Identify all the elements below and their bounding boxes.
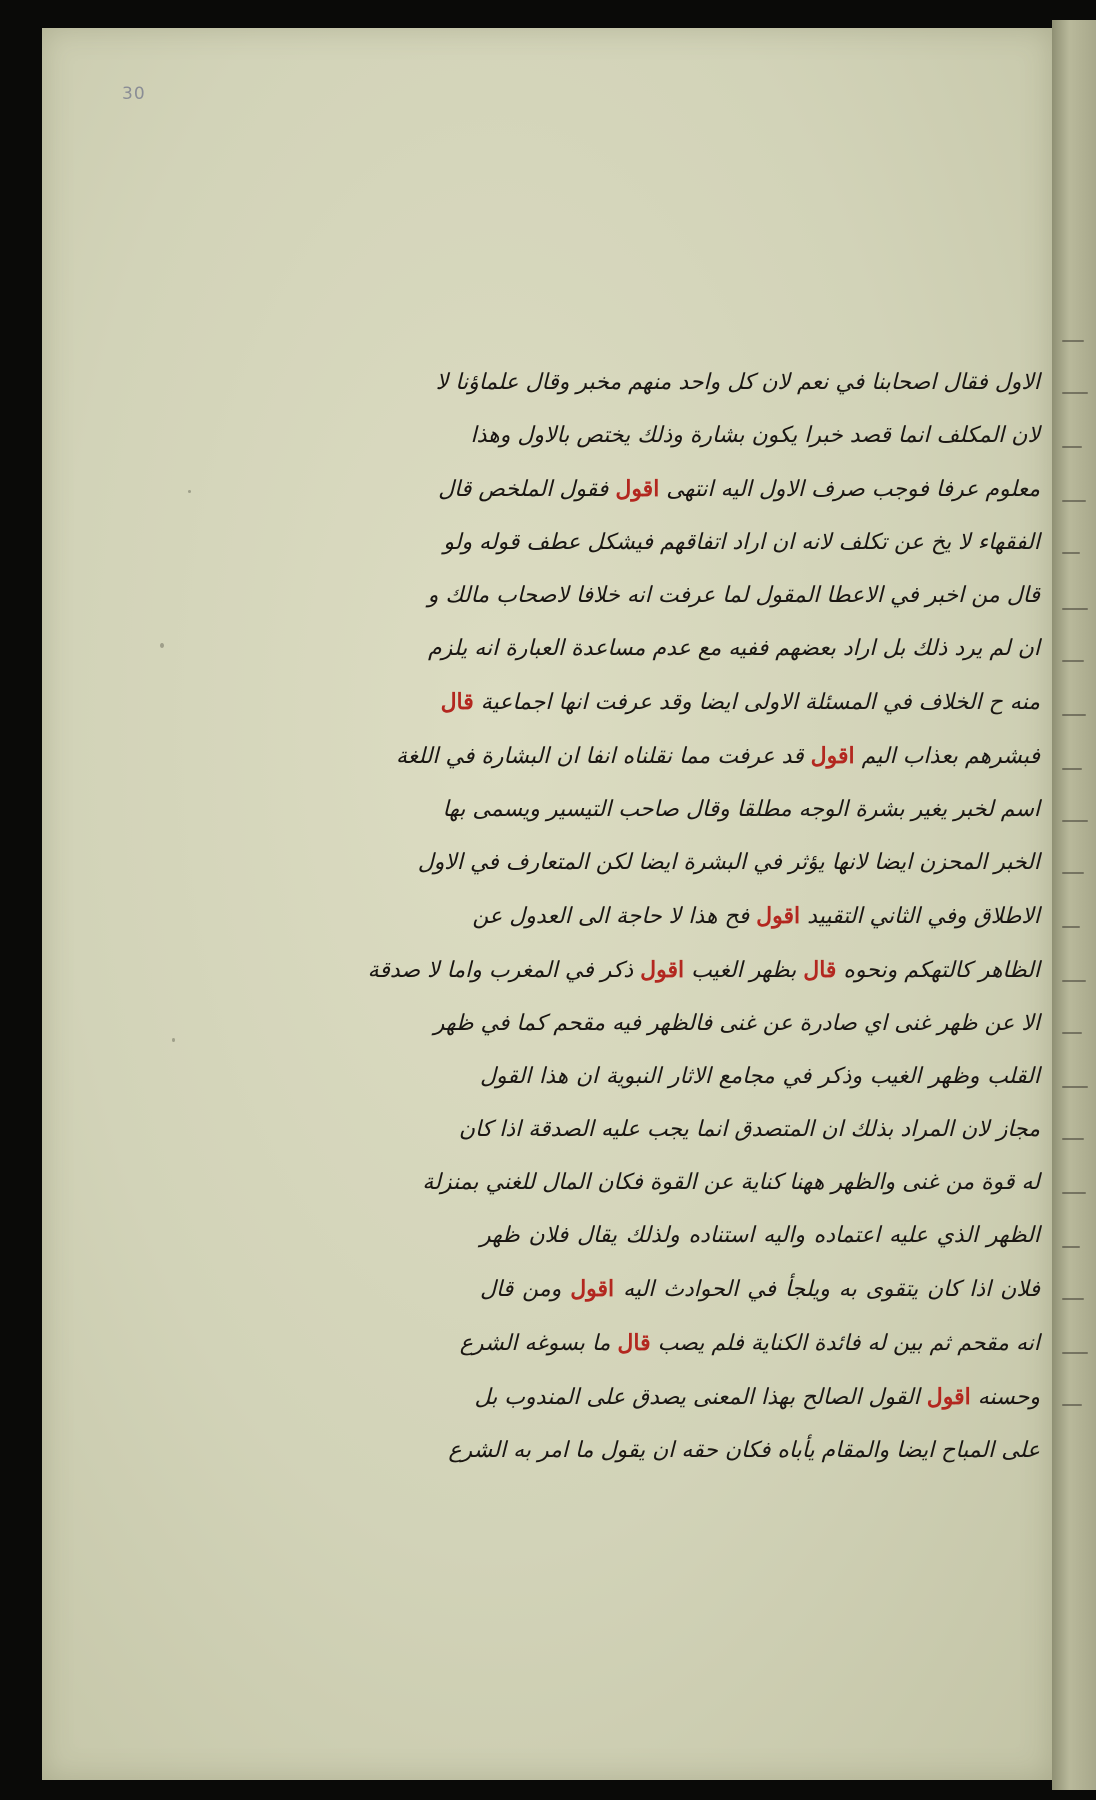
manuscript-text-block: [367, 370, 1041, 1463]
text-segment: قد عرفت مما نقلناه انفا ان البشارة في اللغة: [396, 744, 811, 769]
text-segment: بظهر الغيب: [684, 958, 804, 983]
text-segment: القلب وظهر الغيب وذكر في مجامع الاثار النبوية ان هذا القول: [480, 1064, 1040, 1089]
paper-speck: [172, 1038, 175, 1042]
text-line: [459, 1330, 1040, 1356]
text-segment: الا عن ظهر غنى اي صادرة عن غنى فالظهر فيه مقحم كما في ظهر: [433, 1011, 1040, 1036]
text-line: [480, 1278, 1040, 1301]
text-segment: لان المكلف انما قصد خبرا يكون بشارة وذلك يختص بالاول وهذا: [470, 423, 1040, 448]
rubric-word: اقول: [756, 903, 801, 929]
text-line: [448, 1438, 1040, 1463]
text-segment: فبشرهم بعذاب اليم: [854, 744, 1040, 769]
text-segment: اسم لخبر يغير بشرة الوجه مطلقا وقال صاحب التيسير ويسمى بها: [442, 797, 1040, 822]
text-segment: فح هذا لا حاجة الى العدول عن: [472, 904, 757, 929]
text-segment: فقول الملخص قال: [438, 477, 616, 502]
text-line: [474, 1384, 1040, 1410]
text-segment: له قوة من غنى والظهر ههنا كناية عن القوة فكان المال للغني بمنزلة: [422, 1170, 1040, 1195]
text-line: [417, 850, 1040, 875]
rubric-word: اقول: [615, 476, 660, 502]
rubric-word: اقول: [570, 1276, 615, 1302]
text-segment: مجاز لان المراد بذلك ان المتصدق انما يجب عليه الصدقة اذا كان: [458, 1117, 1040, 1142]
text-line: [470, 423, 1040, 448]
text-line: [422, 1170, 1040, 1195]
text-segment: الظاهر كالتهكم ونحوه: [836, 958, 1040, 983]
text-line: [367, 957, 1040, 983]
rubric-word: اقول: [640, 957, 685, 983]
text-line: [396, 743, 1040, 769]
manuscript-page: [42, 28, 1052, 1780]
text-segment: على المباح ايضا والمقام يأباه فكان حقه ان يقول ما امر به الشرع: [448, 1438, 1040, 1463]
paper-speck: [188, 490, 191, 493]
text-segment: انه مقحم ثم بين له فائدة الكناية فلم يصب: [650, 1331, 1040, 1356]
text-line: [443, 530, 1040, 555]
text-segment: منه ح الخلاف في المسئلة الاولى ايضا وقد عرفت انها اجماعية: [473, 690, 1040, 715]
text-segment: الظهر الذي عليه اعتماده واليه استناده ولذلك يقال فلان ظهر: [480, 1223, 1041, 1248]
rubric-word: اقول: [926, 1384, 971, 1410]
text-line: [438, 476, 1040, 502]
text-segment: وحسنه: [970, 1385, 1040, 1410]
text-line: [480, 1066, 1040, 1088]
rubric-word: قال: [440, 689, 474, 715]
text-segment: ذكر في المغرب واما لا صدقة: [367, 958, 641, 983]
text-segment: الاطلاق وفي الثاني التقييد: [800, 904, 1040, 929]
text-segment: ومن قال: [480, 1277, 571, 1302]
text-segment: القول الصالح بهذا المعنى يصدق على المندوب بل: [474, 1385, 927, 1410]
text-segment: معلوم عرفا فوجب صرف الاول اليه انتهى: [659, 477, 1040, 502]
text-line: [442, 797, 1040, 822]
text-line: [435, 370, 1040, 395]
folio-number: 30: [122, 84, 146, 104]
text-segment: ان لم يرد ذلك بل اراد بعضهم ففيه مع عدم مساعدة العبارة انه يلزم: [428, 636, 1040, 661]
text-line: [427, 583, 1040, 608]
rubric-word: قال: [803, 957, 837, 983]
text-line: [440, 689, 1040, 715]
text-segment: فلان اذا كان يتقوى به ويلجأ في الحوادث اليه: [614, 1277, 1040, 1302]
text-segment: الاول فقال اصحابنا في نعم لان كل واحد منهم مخبر وقال علماؤنا لا: [435, 370, 1040, 395]
text-line: [433, 1011, 1040, 1036]
rubric-word: قال: [617, 1330, 651, 1356]
text-line: [428, 636, 1040, 661]
rubric-word: اقول: [810, 743, 855, 769]
next-page-edge: [1052, 20, 1096, 1790]
text-segment: قال من اخبر في الاعطا المقول لما عرفت انه خلافا لاصحاب مالك و: [427, 583, 1040, 608]
text-segment: الفقهاء لا يخ عن تكلف لانه ان اراد اتفاقهم فيشكل عطف قوله ولو: [443, 530, 1040, 555]
paper-speck: [160, 643, 164, 648]
text-line: [480, 1225, 1040, 1247]
text-segment: الخبر المحزن ايضا لانها يؤثر في البشرة ايضا لكن المتعارف في الاول: [417, 850, 1040, 875]
text-line: [472, 903, 1040, 929]
text-segment: ما بسوغه الشرع: [459, 1331, 618, 1356]
text-line: [458, 1117, 1040, 1142]
